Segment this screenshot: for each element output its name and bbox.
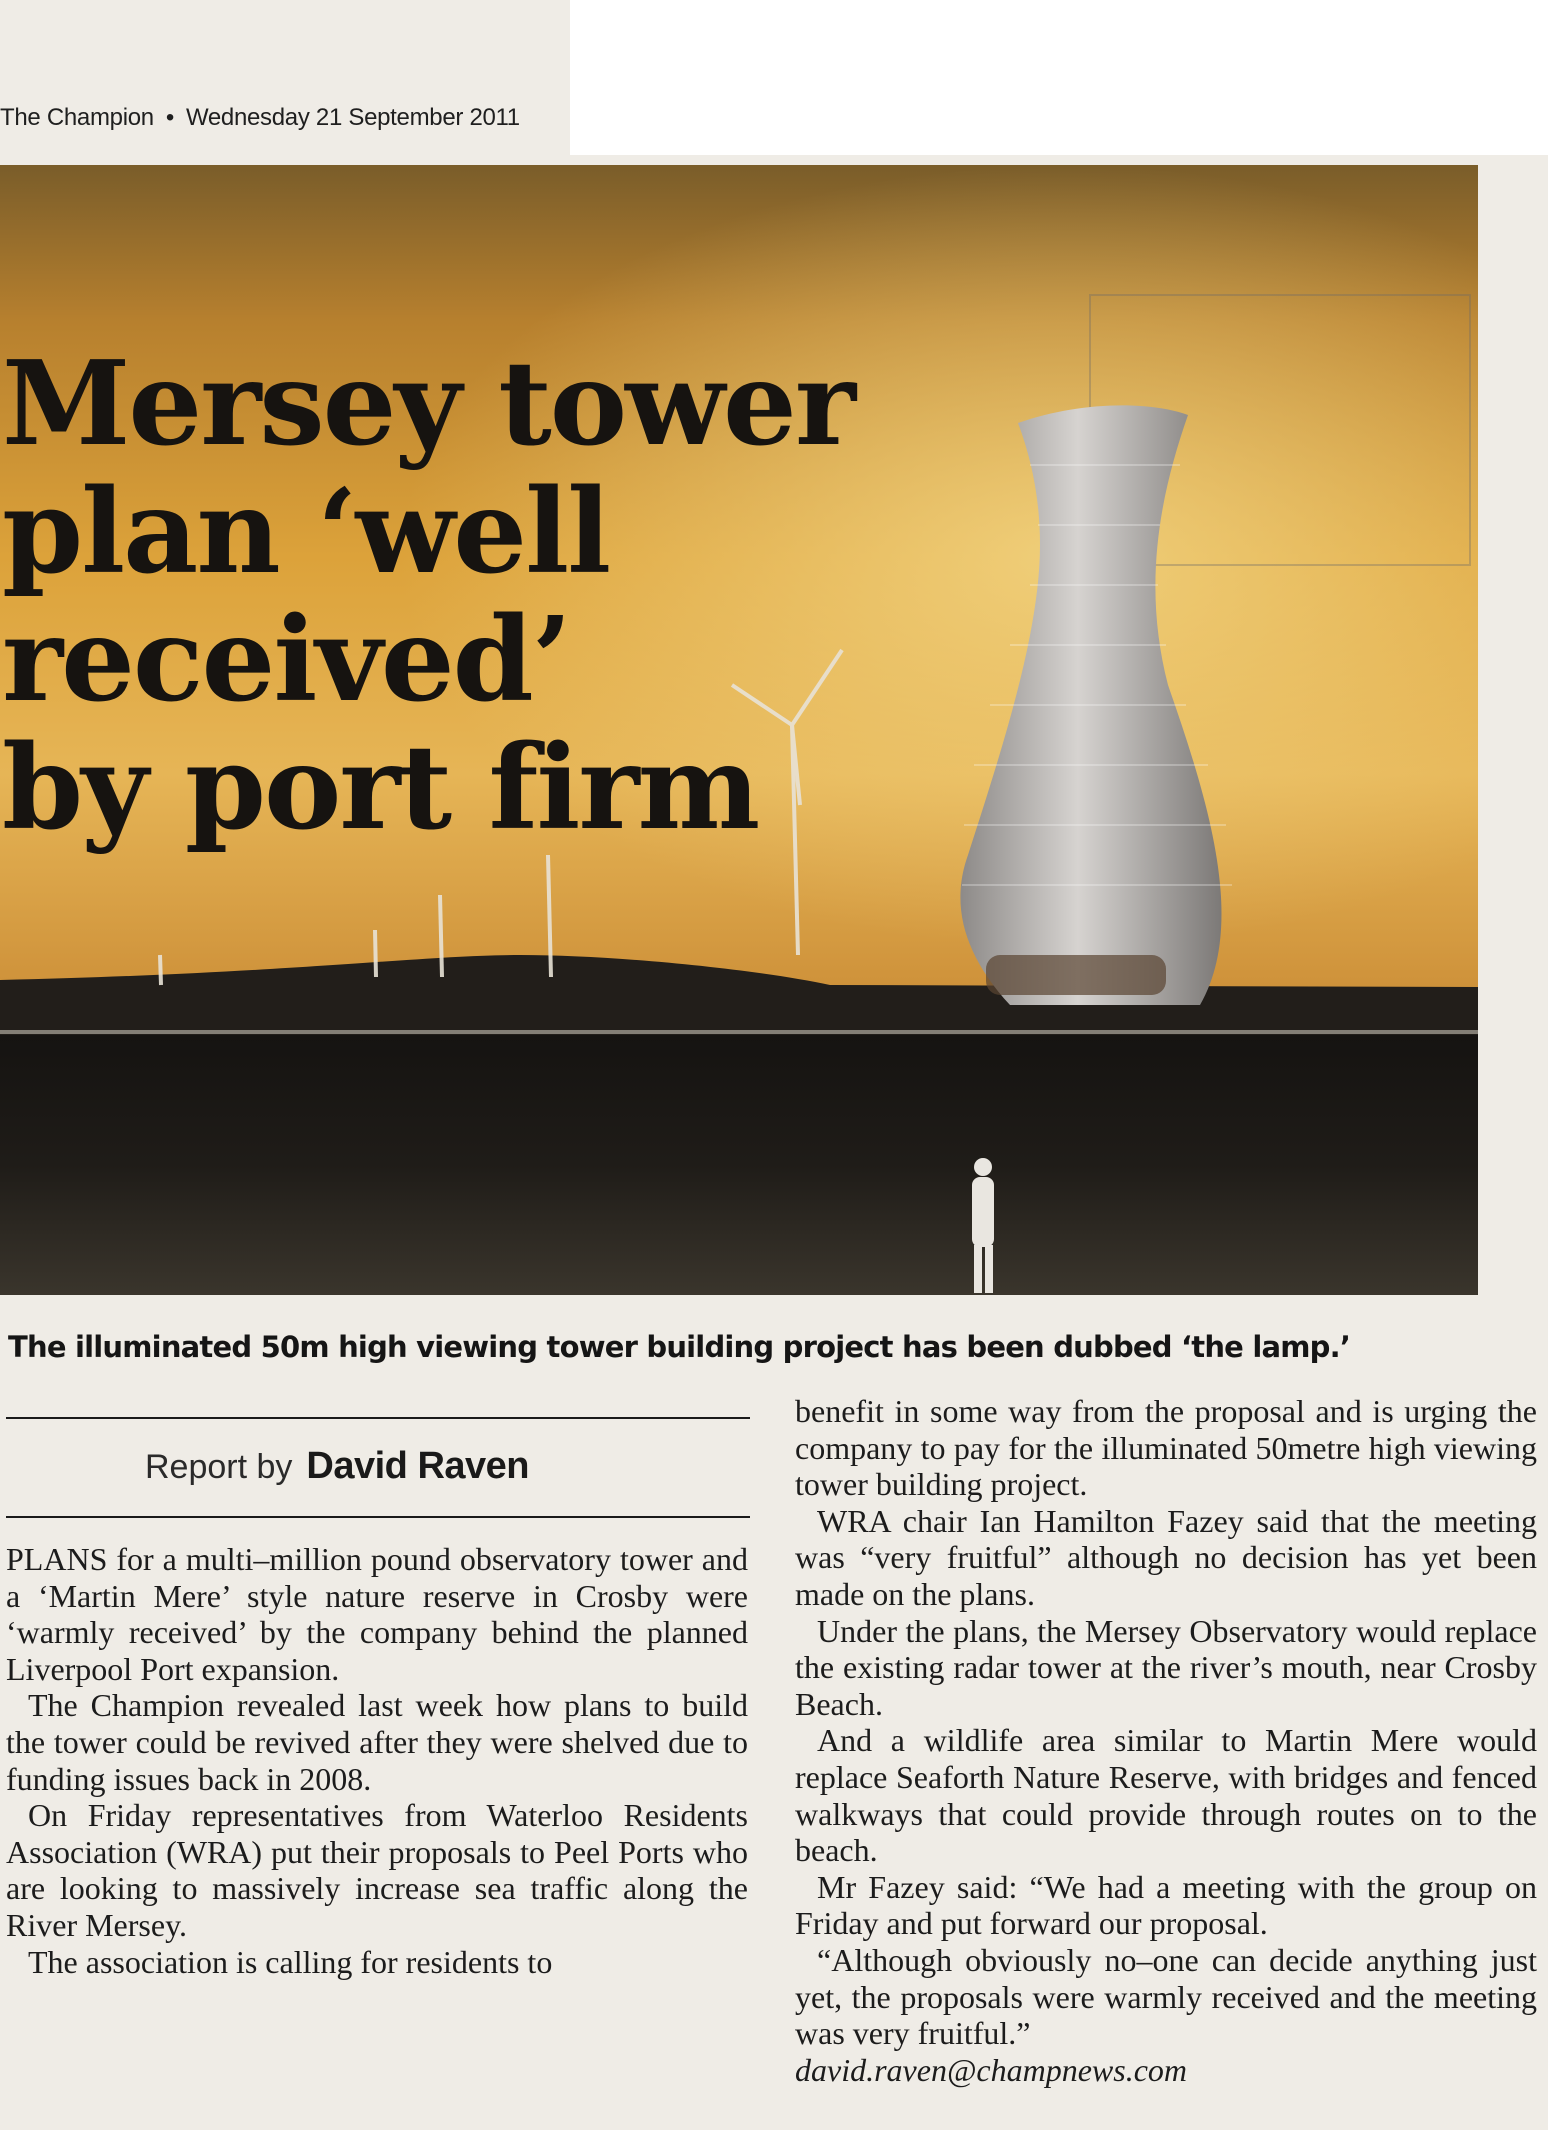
paragraph: Mr Fazey said: “We had a meeting with the group on Friday and put forward our proposal. [795,1868,1537,1942]
headline-line-3: received’ [2,592,571,728]
masthead-separator: • [165,104,174,131]
paper-name: The Champion [0,104,154,131]
paragraph: The association is calling for residents to [28,1943,553,1980]
paragraph: WRA chair Ian Hamilton Fazey said that the meeting was “very fruitful” although no decision has yet been made on the plans. [795,1502,1537,1612]
author-email: david.raven@champnews.com [795,2051,1188,2088]
byline-bottom-rule [6,1516,750,1518]
headline-line-2: plan ‘well [2,464,610,600]
paragraph: “Although obviously no–one can decide anything just yet, the proposals were warmly received and the meeting was very fruitful.” [795,1941,1537,2052]
headline-line-4: by port firm [2,720,759,856]
paragraph: Under the plans, the Mersey Observatory would replace the existing radar tower at the river’s mouth, near Crosby Beach. [795,1612,1537,1722]
byline-prefix: Report by [145,1448,293,1486]
paragraph: On Friday representatives from Waterloo Residents Association (WRA) put their proposals to Peel Ports who are looking to massively increase sea traffic along the River Mersey. [6,1797,748,1943]
tower-artist-impression-photo [0,165,1478,1295]
author-name: David Raven [306,1445,529,1487]
article-column-right [795,1393,1537,2088]
masthead [0,104,520,134]
clipping-cut-corner [570,0,1548,155]
byline-top-rule [6,1417,750,1419]
byline [145,1445,529,1488]
photo-caption: The illuminated 50m high viewing tower building project has been dubbed ‘the lamp.’ [8,1330,1351,1364]
paragraph: benefit in some way from the proposal and is urging the company to pay for the illuminated 50metre high viewing tower building project. [795,1393,1537,1503]
article-column-left [6,1541,748,1980]
paragraph: And a wildlife area similar to Martin Mere would replace Seaforth Nature Reserve, with bridges and fenced walkways that could provide through routes on to the beach. [795,1722,1537,1869]
paragraph: PLANS for a multi–million pound observatory tower and a ‘Martin Mere’ style nature reserve in Crosby were ‘warmly received’ by the company behind the planned Liverpool Port expansion. [6,1541,748,1687]
headline [2,336,1122,856]
paragraph: The Champion revealed last week how plans to build the tower could be revived after they were shelved due to funding issues back in 2008. [6,1687,748,1797]
headline-line-1: Mersey tower [2,336,854,472]
publication-date: Wednesday 21 September 2011 [185,104,520,131]
